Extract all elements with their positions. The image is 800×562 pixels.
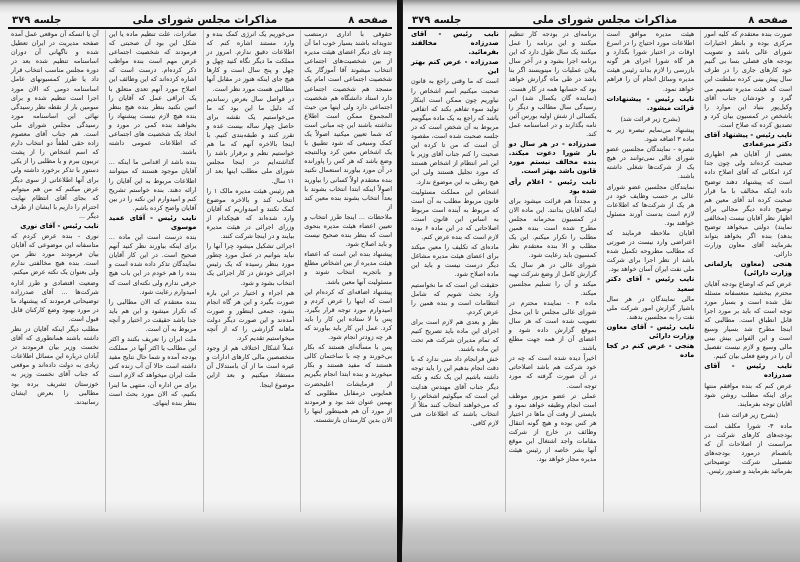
paragraph: بنده درست است این ماده ... برای اینکه بیاورند نظر کنید آنهم صحیح است. در این کار آقایان نمایندگان تذکر داده شده است و بنده را هم خودم در این باب هیچ حرفی ندارم ولی نکته‌ای است که امیدوارم رعایت شود. <box>108 233 197 296</box>
text-column <box>203 30 295 512</box>
paragraph: تبصره - نمایندگان مجلسین عضو شورای عالی نمی‌توانند در هیچ یک از شرکت‌ها شغلی داشته باشند. <box>606 145 695 181</box>
speaker-heading: هنجی (معاون پارلمانی وزارت دارائی) <box>704 260 792 278</box>
scan-edge <box>0 516 400 562</box>
text-column <box>408 30 499 512</box>
speaker-heading: صدرزاده - در هر سال دو بار شورا دعوت میکند. بنده مخالف نیستم مورد قانون باشد بهتر است. <box>508 140 597 176</box>
paragraph: نمایندگان مجلسین عضو شورای عالی بر حسب وظایف خود در هر یک از شرکت‌ها که اطلاعات لازم است بدست آورند مسئول خواهند بود. <box>606 182 695 227</box>
paragraph: عملی تر عضو مزبور موظف است انجام وظیفه خواهد نمود و بایستی از وقت آن ماها در اختیار هر کس بوده و هیچ گونه انتقال وظائف در خارج از شرکت مقامات واجد اشتغال این موقع آنها بشر خاصه از رئیس هیئت مدیره مجاز خواهد بود. <box>508 391 597 464</box>
paragraph: بعضی از آقایان هم اظهاری صحبت کرده‌اند ولی چون جدا کرد امکانی که آقای اصلاح داده است که پیشنهاد دهند توضیح داده اینکه مخالف با ما قرار صحبت کرده اند آقای معین هم توضیح داده دیگر مجالی برای اظهار نظر آقایان نیست (مخالفی نمایند) دولتی میخواهد توضیح بدهد) بنده اگر بخواهد بتواند بفرمایند آقای معاون وزارت دارائی. <box>704 150 792 259</box>
paragraph: آن یا انسکه آن موقعی عمل آمده صفحه مدیریت در ایران تعطیل شده و ناگهانی آن دوران اساسنامه تنظیم شده بعد در دوره مجلس مناسب انتخاب قرار داد یا طرز کمسیونهای عامل اساسنامه دومی که الان مورد اجرا است تنظیم شده و برای سومین بار از نقطه نظر رسیدگی نهائی این اساسنامه مورد رسیدگی مجلس شورای ملی است. هم جناب آقای معصوم زاده حقی لطفاً دو انتخاب دارم که اسم اشخاص را از پشت تریبون ببرم و یا مطلبی را از یکی دستور با تذکر برخورد داشته ولی برای آنها اطلاعاتی از سوی دیگر عرض میکنم که من هم میتوانم که بجای آقای انتظام نهایت احترام را داریم با ایشان از طرف دیگر ... <box>11 30 99 220</box>
right-page-header <box>408 8 792 29</box>
text-column <box>603 30 695 512</box>
paragraph: است که ما وقتی راجع به قانون صحبت میکنیم اسم اشخاص را نیاوریم چون ممکن است اینکار تولید سوء تفاهم بکند که اتفاقی باشد که راجع به یک ماده میگوییم مربوط به آن شخص است که در جلسه صحبت شده است، مقصود آن است که من تا کرده این صحبت را کنم جناب آقای وزیر با این امر انتظام از اشخاص هستند که مورد تجلیل هستند ولی این هیچ ربطی به این موضوع ندارد. <box>411 77 499 186</box>
paragraph: هم اجراء و اختیار در این باره صورت بگیرد و این هر گاه انجام بشود. جمعی اینطور و صورت آمده‌ند و این صورت دیگر دولت ماهانه گزارشی را که از آنچه میخواستیم تقدیم کرد. <box>206 288 295 343</box>
reading-note: (بشرح زیر قرائت شد) <box>718 410 778 419</box>
paragraph: ملاحظات ... اینجا طرز انتخاب و تعیین اعضاء هیئت مدیره بنحوی است که بنظر بنده صحیح نیست و باید اصلاح شود. <box>304 212 392 249</box>
paragraph: آقایان ملاحظه فرمایند که اعتراضی وارد نیست در صورتی که مطالب مطروحه تکمیل شده باشد از نظر اجرا برای شرکت ملی نفت ایران آسان خواهد بود. <box>606 228 695 274</box>
paragraph: نظر و بعدی هم لازم است برای اجرای این ماده باید تصریح کنیم که تمام مدیران شرکت هم تحت این ماده باشند. <box>411 317 499 354</box>
paragraph: عملاً اشکال اختلاف هم از وجود متخصصین مالی کارهای ادارات و غیره است ما از آن باستدلال آن مستفاد میکنیم و بعد ازاین موضوع اینجا. <box>206 344 295 389</box>
paragraph: هیئت مدیره موافق است اطلاعات مورد احتیاج را در اسرع اوقات در اختیار شورا بگذارد و هر گاه شورا اجرای هر گونه بازرسی را لازم بداند رئیس هیئت مدیره وسائل انجام آن را فراهم خواهد نمود. <box>606 30 695 93</box>
right-page <box>400 0 800 562</box>
paragraph: برنامه‌ای در بودجه کار تنظیم میکنند و این برنامه را عمل میکنند یک سال طول دارد که این برنامه اجرا بشود و در آخر سال بیلان عملیات را مینویسند اگر بنا باشد در طی ماه گزارش خواهد بود که حسابها همه در کار هست. (نماینده گان یکسال شد) این رسیدگی سال مطالب و دیگر را یکسالی از شش اولیه بورس آئین نامه بگذارند و در اساسنامه عمل کند. <box>508 30 597 139</box>
speaker-heading: نایب رئیس - آقای دکتر سعید <box>606 275 695 293</box>
paragraph: عرض کنم که اوضاع بودجه آقایان محترم ببخشید متعسفانه مسئله نقل شده است و بسیار مورد توجه است که باید بر مورد اجرا قابل انطباق است. مطالبی که اینجا مطرح شد بسیار وسیع است و این الفوانی بیش بینی مالی وسیع و لازم نیست تفصیل آن را در وضع فعلی بیان کنیم. <box>704 279 792 361</box>
speaker-heading: نایب رئیس - اعلام رأی شده بود <box>508 177 597 195</box>
text-column <box>300 30 392 512</box>
paragraph: حقیقت این است که ما نخواستیم وارد بحث شویم که شامل انتظامات است و بنده همین را عرض کردم. <box>411 280 499 316</box>
speaker-heading: نایب رئیس - آقای صدرزاده <box>704 362 792 380</box>
paragraph: ماده ۴ - نماینده محترم در شورای عالی مجلس تا این محل تصویب شده است که هر سال بموقع گزارش داده شود و اعضای آن از همه جهت مطلع باشند. <box>508 298 597 353</box>
page-title: مذاکرات مجلس شورای ملی <box>132 14 278 26</box>
text-column <box>105 30 197 512</box>
scan-edge <box>400 516 800 562</box>
paragraph: شورای عالی در هر سال یک گزارش کامل از وضع شرکت تهیه میکند و آن را تسلیم مجلسین میکند. <box>508 261 597 297</box>
paragraph: پیشنهاد اضافه‌ای که کرده‌ام این است که اینها را عرض کردم و امیدوارم مورد توجه قرار بگیرد. پس با لا ستاده این کار را باید کرد. عمل این کار باید بیاورند که هر چه زودتر انجام شود. <box>304 287 392 342</box>
paragraph: بنده باشد از اقدامی ما اینکه ... آقایان موجود هستند که میتوانند اطلاعات مربوط به این آقایان را ارائه دهند. بنده خواستم تشریح کنم و امیدوارم این نکته را در بین آقایان واضح کرده باشم. <box>108 158 197 212</box>
paragraph: مالی نمایندگان در هر سال باشیار گزارش امور شرکت ملی نفت را به مجلسین بدهند. <box>606 294 695 321</box>
paragraph: پیشنهاد می‌نمایم تبصره زیر به ماده ۳ اضافه شود. <box>606 125 695 144</box>
text-column <box>505 30 597 512</box>
right-page-columns <box>408 30 792 512</box>
speaker-heading: نایب رئیس - آقای نوری <box>20 221 99 230</box>
speaker-heading: نایب رئیس - پیشنهاد آقای دکتر میرعمادی <box>704 131 792 149</box>
reading-note: (بشرح زیر قرائت شد) <box>620 114 681 123</box>
page-label: صفحه ۸ <box>748 15 788 26</box>
paragraph: نوری - بنده عرض کردم که متاسفانه این موضوعی که آقایان بیان فرمودند مورد نظر من است. بنده هیچ مخالفتی ندارم ولی بعنوان یک نکته عرض میکنم. <box>11 232 99 277</box>
speaker-heading: نایب رئیس - آقای معاون وزارت دارائی <box>606 322 695 340</box>
paragraph: اجرائی تشکیل میشود چرا آنها را نباید بتوانیم در عمل مورد چطور مورد بنظر رسیده که یک رئیس اجرائی خودش در کار اجرائی یک انتخاب بشود و شود. <box>206 242 295 287</box>
paragraph: صورت بنده معتقدم که کلیه امور مرکزی بوده و بانظر اختیارات شورای عالی باشد و تصویب بودجه های فصلی بسا بی گنیم خود کارهای جاری را در طرف سال پیش بینی کرده سلطنت این است که هیئت مدیره تصمیم می گیرد و خودشان جناب آقای وکیل‌پور بنیاد این موارد را باشخص در کمسیون بیان کرد و تصدیق کرده که صلاح است. <box>704 30 792 129</box>
paragraph: اشخاص این مملکت مسئولیت قانون مربوط مطلب به آن است که مربوط به آینده است مربوط به اساس این قانون است. اصلاحاتی که در این ماده ۶ بوده لازم است که بنده عرض کنم. <box>411 187 499 242</box>
paragraph: در فواصل سال بعرض رساندیم که دلیل ما این بود که ما می‌خواستیم یک نقشه برای حاصل چهار ساله بیست عده و تقرر کنند و طبقه‌بندی کنیم. با اینجا بالاخره آنهم که ما هم خواستیم نظم و برقرار باشد را گذاشته‌ایم در اینجا مجلس شورای ملی مطلب اینها بعد از ۱۱ سال. <box>206 94 295 185</box>
page-label: صفحه ۸ <box>348 15 388 26</box>
paragraph: مطلب دیگر اینکه آقایان در نظر داشته باشند همانطوری که آقای نخست وزیر بیان فرمودند در آبادان درباره این مسائل اطلاعات زیادی به دولت داده‌اند و موقعی که جناب آقای نخست وزیر به خوزستان تشریف برده بود مطالبی را بعرض ایشان رسانیدند. <box>11 325 99 406</box>
paragraph: ملت ایران را تعریف بکنند و اکثر این مطالب یا اکثر آنها در مملکت بودجه آمده و شما حال نتایج مفید داشته است حالا آن آب زنده کنی ملت ایران میخواهد که لازم است برای من اداره آن، منتهی ما اینرا بکنیم، که الان مورد بحث است بنظر بنده اینهای. <box>108 335 197 407</box>
page-title: مذاکرات مجلس شورای ملی <box>532 14 678 26</box>
page-gutter <box>397 0 402 562</box>
speaker-heading: نایب رئیس - آقای عمید موسوی <box>108 213 197 231</box>
paragraph: حقوقی با اداری درمنصب تدویدانه باشند بسیار خوب اما آن چند تای دیگر اعضای هیئت مدیره از بین شخصیت‌های اجتماعی انتخاب میشوند آقا آموزگار یک شخصیت اجتماعی است امام یک مسجد هم شخصیت اجتماعی دارد استاد دانشگاه هم شخصیت اجتماعی دارد ولی اینها من حیث المجموع ممکن است اطلاع نداشته باشند این چه مبانی است که شما تعیین میکنید اصولاً یک کمک وسیعی که شود تطبیق با یک اشخاص معین کرد وبالنتیجه وضع باشد که هر کس را پاورانده در آن مورد بیاورند استعمال نکنید بنده معتقدم اولاً کسانی را بیاورید اصولاً اینکه ابتدا انتخاب بشوند با بعداً انتخاب بشوند بنده معین کند از <box>304 30 392 211</box>
paragraph: خش فرانجام داد منی ندارد که با دقت انجام بدهیم این را باید توجه داشته باشیم این یک نکته و نکته دیگر جناب آقای مهندس هدایت این است که میگوئیم اشخاص را که می‌خواهند انتخاب کنند مثلاً از انتخاب باشند که اطلاعات فنی لازم کافی. <box>411 355 499 427</box>
speaker-heading: صدرزاده - عرض کنم بهتر این <box>411 58 499 76</box>
text-column <box>700 30 792 512</box>
speaker-heading: نایب رئیس - آقای صدرزاده مخالفند بفرمائید. <box>411 30 499 57</box>
speaker-heading: هنجی - عرض کنم در کجا ماده <box>606 342 695 360</box>
paragraph: می‌خوریم یک انرژی کمک بنده و وارد مستند اشاره کنم که اطلاعات دقیق ندارم. امروز در مملکت ما دیگر نگاه کنید چهل و چهل و پنج سال است و کارها هیچ جای اینکه هنوز در مقابل آنها مطالبی هست مورد نظر است. <box>206 30 295 93</box>
left-page-header <box>8 8 392 29</box>
session-label: جلسه ۳۷۹ <box>412 15 462 26</box>
paragraph: پس با مسأله‌ای هستند که بکار بی‌خورند و چه با ساختمان کالی هستند که مفید هستند و بکار میخورند و بنده ابتدا انجام بگیریم از فرمایشات اعلیحضرت همایونی درمقابل مطلوبی که بهمین عنوان شد بود و فرمودند از مورد آن هم همینطور اینها را الان بدین کارمندان بازنشسته. <box>304 343 392 424</box>
paragraph: ماده ۳- شورا مکلف است بودجه‌های کارهای شرکت در مراسمت از اصلاحات آن که بانضمام درمورد بودجه‌های تفصیلی شرکت توضیحاتی بفرمائید بفرمایند و صدور رئیس. <box>704 421 792 476</box>
paragraph: وضعیت اقتصادی و طرز اداره شرکت‌ها ... آقای صدرزاده توضیحاتی فرمودند که پیشنهاد ما در مورد بهبود وضع کارکنان قابل قبول است. <box>11 278 99 323</box>
text-column <box>8 30 99 512</box>
paragraph: ماده‌ای که تکلیف را معین میکند برای اعضای هیئت مدیره مشاغل دیگر درست نیست و باید این ماده اصلاح شود. <box>411 243 499 279</box>
session-label: جلسه ۳۷۹ <box>12 15 62 26</box>
speaker-heading: نایب رئیس - پیشنهادات قرائت میشود. <box>606 94 695 112</box>
paragraph: اخیراً دیده شده است که چه در خود شرکت هم باشد اصلاحاتی در آن صورت گرفته که مورد توجه است. <box>508 354 597 390</box>
paragraph: صادرات، علت تنظیم ماده یا این شکل این بود آن صحبتی که فرمودند که شخصیت اجتماعی غرض مهم است بنده مواظب ذکر کرده‌ام. درست است که اشاره کرده‌اند که این وظائف این اصلاح مورد آنهم تعدی متعلق با یک اتراقی عمل که آقایان را اتبین نکنید بنظر بنده هیچ بنظر بنده هیچ لازم نیست پیشنهاد را بخواهند بنده کمی در مورد و اتخاذ یک شخصیت های اجتماعی که اطلاعات عمومی داشته باشند. <box>108 30 197 157</box>
left-page-columns <box>8 30 392 512</box>
paragraph: و مجدداً هم قرائت میشود برای اینکه آقایان بدانند. این ماده الان در کمسیون محرمانه مجلس مطرح شده است بنده همین مطلب را تکرار میکنم. این یک مطلب و الا بنده معتقدم نظر کمسیون باید رعایت شود. <box>508 196 597 260</box>
paragraph: پیشنهاد بنده این است که اعضاء هیئت مدیره از بین اشخاص مطلع و باتجربه انتخاب شوند و مسئولیت آنها معین باشد. <box>304 250 392 286</box>
paragraph: بنده معتقدم که الان مطالبی را که تکرار میشود و این هم باید جدا باشد حقیقت در اختیار و آنچه مربوط به آن است. <box>108 297 197 333</box>
paragraph: عرض کنم که بنده موافقم منتها برای اینکه مطلب روشن شود آقایان توجه بفرمایند. <box>704 381 792 408</box>
paragraph: هم رئیس هیئت مدیره مالک ۱ را انتخاب کند و بالاخره موضوع کمک نکنند و امیدواریم که آقایان وارد شده‌اند که هیچکدام از وزرای اجرائی در هیئت مدیره بیایند و در اینجا شرکت کنند. <box>206 186 295 241</box>
